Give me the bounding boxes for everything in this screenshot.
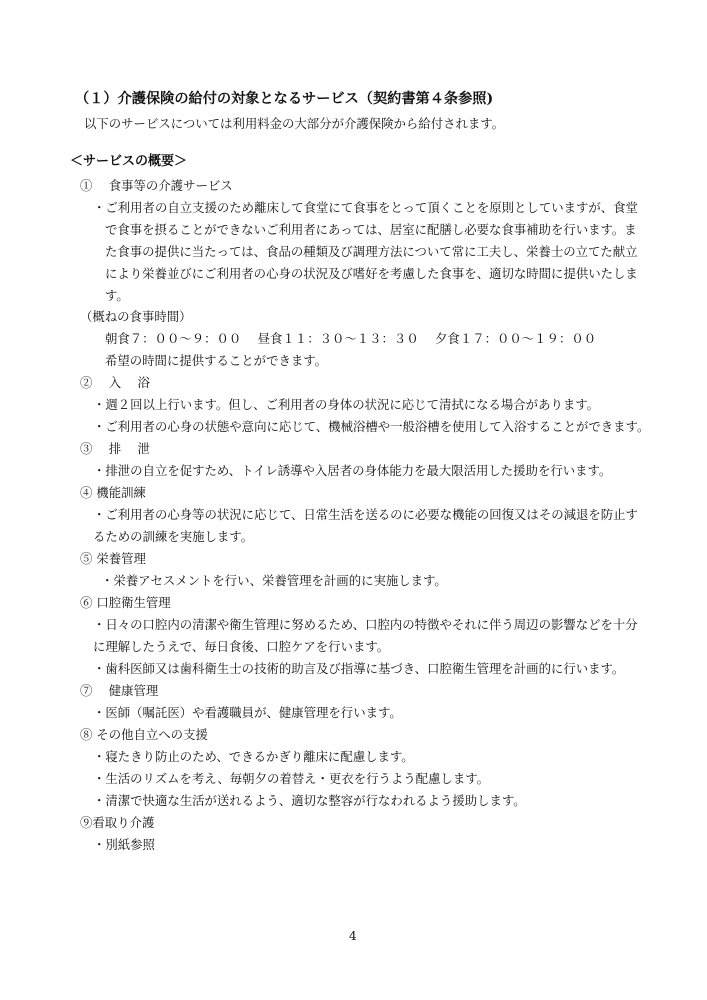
item-title-nutrition: ⑤ 栄養管理: [80, 551, 146, 566]
item-title-terminal-care: ⑨看取り介護: [80, 815, 155, 830]
meal-text-line: で食事を摂ることができないご利用者にあっては、居室に配膳し必要な食事補助を行います。ま: [105, 222, 637, 237]
section-title: （１）介護保険の給付の対象となるサービス（契約書第４条参照): [75, 91, 494, 107]
training-text-line: るための訓練を実施します。: [93, 529, 254, 544]
item-title-bath: ② 入 浴: [80, 375, 150, 390]
support-text-line: ・生活のリズムを考え、毎朝夕の着替え・更衣を行うよう配慮します。: [93, 771, 490, 786]
excretion-text-line: ・排泄の自立を促すため、トイレ誘導や入居者の身体能力を最大限活用した援助を行います。: [93, 463, 612, 478]
meal-wish-text: 希望の時間に提供することができます。: [105, 353, 328, 368]
nutrition-text-line: ・栄養アセスメントを行い、栄養管理を計画的に実施します。: [101, 573, 447, 588]
overview-heading: ＜サービスの概要＞: [70, 154, 188, 169]
oral-text-line: ・日々の口腔内の清潔や衛生管理に努めるため、口腔内の特徴やそれに伴う周辺の影響などを十分: [93, 617, 638, 632]
health-text-line: ・医師（嘱託医）や看護職員が、健康管理を行います。: [93, 705, 402, 720]
item-title-health: ⑦ 健康管理: [80, 683, 159, 698]
support-text-line: ・清潔で快適な生活が送れるよう、適切な整容が行なわれるよう援助します。: [93, 793, 526, 808]
oral-text-line: ・歯科医師又は歯科衛生士の技術的助言及び指導に基づき、口腔衛生管理を計画的に行います。: [93, 661, 625, 676]
item-title-oral: ⑥ 口腔衛生管理: [80, 595, 171, 610]
oral-text-line: に理解したうえで、毎日食後、口腔ケアを行います。: [93, 639, 390, 654]
training-text-line: ・ご利用者の心身等の状況に応じて、日常生活を送るのに必要な機能の回復又はその減退を防止す: [93, 507, 638, 522]
support-text-line: ・寝たきり防止のため、できるかぎり離床に配慮します。: [93, 749, 414, 764]
item-title-meal: ① 食事等の介護サービス: [80, 178, 233, 193]
item-title-support: ⑧ その他自立への支援: [80, 727, 208, 742]
meal-times: 朝食７：００～９：００ 昼食１１：３０～１３：３０ 夕食１７：００～１９：００: [105, 331, 597, 346]
meal-time-label: （概ねの食事時間）: [80, 309, 192, 324]
meal-text-line: により栄養並びにご利用者の心身の状況及び嗜好を考慮した食事を、適切な時間に提供いたしま: [105, 266, 638, 281]
bath-text-line: ・ご利用者の心身の状態や意向に応じて、機械浴槽や一般浴槽を使用して入浴することができます。: [93, 419, 650, 434]
meal-text-line: す。: [105, 288, 129, 303]
meal-text-line: ・ご利用者の自立支援のため離床して食堂にて食事をとって頂くことを原則としていますが、食堂: [93, 200, 638, 215]
intro-text: 以下のサービスについては利用料金の大部分が介護保険から給付されます。: [84, 116, 505, 131]
bath-text-line: ・週２回以上行います。但し、ご利用者の身体の状況に応じて清拭になる場合があります。: [93, 397, 600, 412]
item-title-training: ④ 機能訓練: [80, 485, 146, 500]
page-number: 4: [349, 929, 357, 943]
meal-text-line: た食事の提供に当たっては、食品の種類及び調理方法について常に工夫し、栄養士の立てた献立: [105, 244, 638, 259]
item-title-excretion: ③ 排 泄: [80, 441, 150, 456]
terminal-care-text-line: ・別紙参照: [93, 837, 155, 852]
